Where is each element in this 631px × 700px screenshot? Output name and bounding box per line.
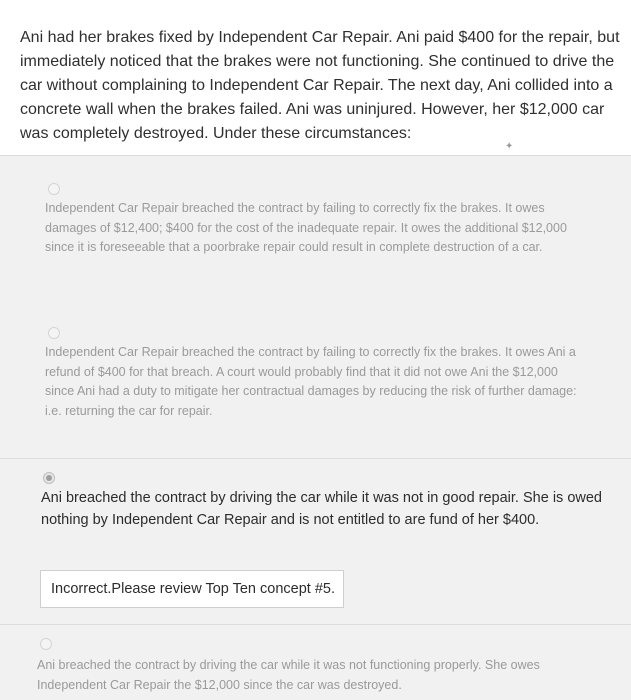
answer-option-4[interactable] <box>0 638 631 700</box>
radio-button-option-4[interactable] <box>40 638 52 650</box>
radio-button-option-2[interactable] <box>48 327 60 339</box>
radio-button-option-3-selected[interactable] <box>43 472 55 484</box>
feedback-box: Incorrect.Please review Top Ten concept #5. <box>40 570 344 608</box>
answer-option-1[interactable] <box>0 183 631 293</box>
answer-option-2[interactable] <box>0 327 631 447</box>
answer-option-3-text: Ani breached the contract by driving the car while it was not in good repair. She is owed nothing by Independent Car Repair and is not entitled to are fund of her $400. <box>41 490 602 528</box>
answer-option-1-text: Independent Car Repair breached the contract by failing to correctly fix the brakes. It owes damages of $12,400; $400 for the cost of the inadequate repair. It owes the additional $12,000 since it is foreseeable that a poorbrake repair could result in complete destruction of a car. <box>45 201 567 254</box>
question-text: Ani had her brakes fixed by Independent Car Repair. Ani paid $400 for the repair, but immediately noticed that the brakes were not functioning. She continued to drive the car without complaining to Independent Car Repair. The next day, Ani collided into a concrete wall when the brakes failed. Ani was uninjured. However, her $12,000 car was completely destroyed. Under these circumstances: <box>20 29 620 142</box>
answer-option-2-text: Independent Car Repair breached the contract by failing to correctly fix the brakes. It owes Ani a refund of $400 for that breach. A court would probably find that it did not owe Ani the $12,000 since Ani had a duty to mitigate her contractual damages by reducing the risk of further damage: i.e. returning the car for repair. <box>45 345 577 418</box>
answer-option-4-text: Ani breached the contract by driving the car while it was not functioning properly. She owes Independent Car Repair the $12,000 since the car was destroyed. <box>37 658 540 692</box>
divider <box>0 624 631 625</box>
radio-button-option-1[interactable] <box>48 183 60 195</box>
answer-option-3[interactable] <box>0 472 631 552</box>
divider <box>0 458 631 459</box>
cursor-mark-icon: ✦ <box>505 141 514 152</box>
question-panel <box>0 0 631 156</box>
